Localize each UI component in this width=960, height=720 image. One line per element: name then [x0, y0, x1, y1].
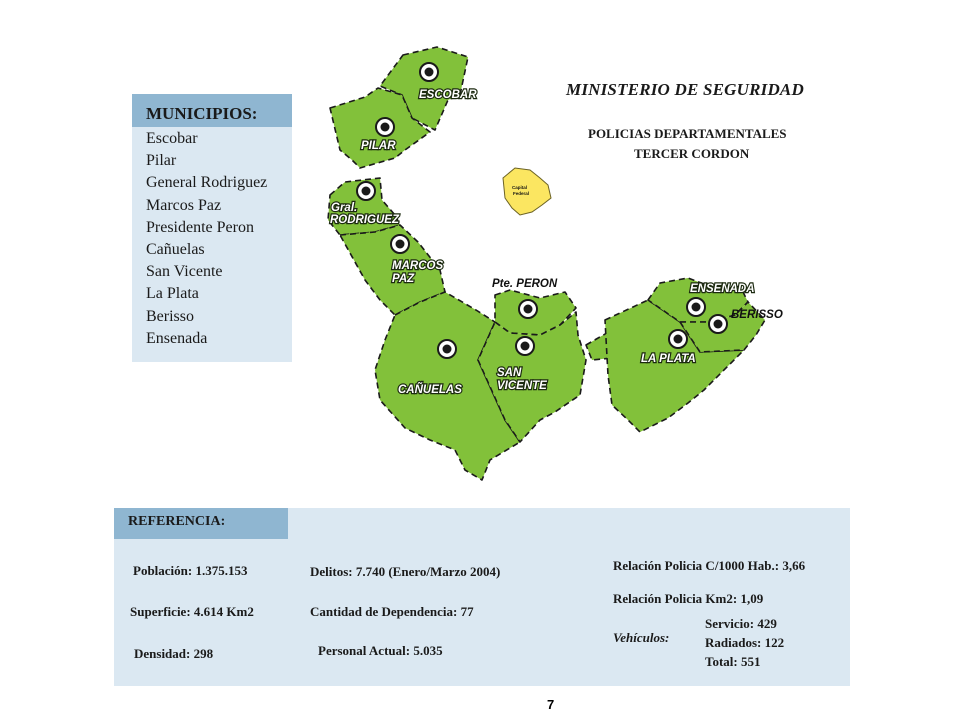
- label-pte-peron: Pte. PERON: [492, 278, 558, 290]
- police-station-icon[interactable]: [687, 298, 705, 316]
- capital-label-2: Federal: [513, 191, 530, 196]
- municipio-item: Escobar: [146, 130, 198, 147]
- municipio-item: Presidente Peron: [146, 218, 254, 236]
- police-station-icon[interactable]: [376, 118, 394, 136]
- police-station-icon[interactable]: [438, 340, 456, 358]
- dependencias-value: Cantidad de Dependencia: 77: [310, 604, 474, 619]
- municipio-item: Cañuelas: [146, 241, 205, 259]
- police-station-icon[interactable]: [709, 315, 727, 333]
- label-pilar: PILAR: [361, 140, 396, 152]
- delitos-value: Delitos: 7.740 (Enero/Marzo 2004): [310, 564, 501, 579]
- label-san-vicente-1: SAN: [497, 367, 522, 379]
- police-station-icon[interactable]: [357, 182, 375, 200]
- relacion-habitantes-value: Relación Policia C/1000 Hab.: 3,66: [613, 558, 806, 573]
- label-canuelas: CAÑUELAS: [398, 384, 462, 396]
- subtitle-line-2: TERCER CORDON: [634, 146, 750, 161]
- police-station-icon[interactable]: [420, 63, 438, 81]
- personal-value: Personal Actual: 5.035: [318, 643, 443, 658]
- referencia-heading: REFERENCIA:: [128, 514, 226, 529]
- label-san-vicente-2: VICENTE: [497, 380, 547, 392]
- police-station-icon[interactable]: [516, 337, 534, 355]
- superficie-value: Superficie: 4.614 Km2: [130, 604, 254, 619]
- municipio-item: San Vicente: [146, 263, 223, 281]
- label-la-plata: LA PLATA: [641, 353, 696, 365]
- vehiculos-servicio: Servicio: 429: [705, 616, 777, 631]
- label-gral-rodriguez-2: RODRIGUEZ: [330, 214, 399, 226]
- police-station-icon[interactable]: [669, 330, 687, 348]
- main-title: MINISTERIO DE SEGURIDAD: [566, 80, 804, 99]
- densidad-value: Densidad: 298: [134, 646, 214, 661]
- police-station-icon[interactable]: [519, 300, 537, 318]
- municipio-item: Berisso: [146, 307, 194, 325]
- label-gral-rodriguez-1: Gral.: [331, 202, 358, 214]
- municipios-heading: MUNICIPIOS:: [146, 104, 258, 123]
- relacion-km2-value: Relación Policia Km2: 1,09: [613, 591, 764, 606]
- municipio-item: General Rodriguez: [146, 174, 268, 192]
- label-escobar: ESCOBAR: [419, 89, 477, 101]
- municipio-item: Pilar: [146, 152, 177, 170]
- vehiculos-label: Vehículos:: [613, 630, 670, 645]
- vehiculos-radiados: Radiados: 122: [705, 635, 785, 650]
- label-berisso: BERISSO: [731, 309, 783, 321]
- municipio-item: La Plata: [146, 285, 199, 303]
- page-number: 7: [547, 697, 555, 712]
- municipio-item: Marcos Paz: [146, 196, 222, 214]
- police-station-icon[interactable]: [391, 235, 409, 253]
- subtitle-line-1: POLICIAS DEPARTAMENTALES: [588, 126, 787, 141]
- label-ensenada: ENSENADA: [690, 283, 755, 295]
- capital-label-1: Capital: [512, 185, 528, 190]
- poblacion-value: Población: 1.375.153: [133, 563, 248, 578]
- municipio-item: Ensenada: [146, 329, 208, 347]
- vehiculos-total: Total: 551: [705, 654, 761, 669]
- label-marcos-paz-2: PAZ: [392, 273, 415, 285]
- label-marcos-paz-1: MARCOS: [392, 260, 444, 272]
